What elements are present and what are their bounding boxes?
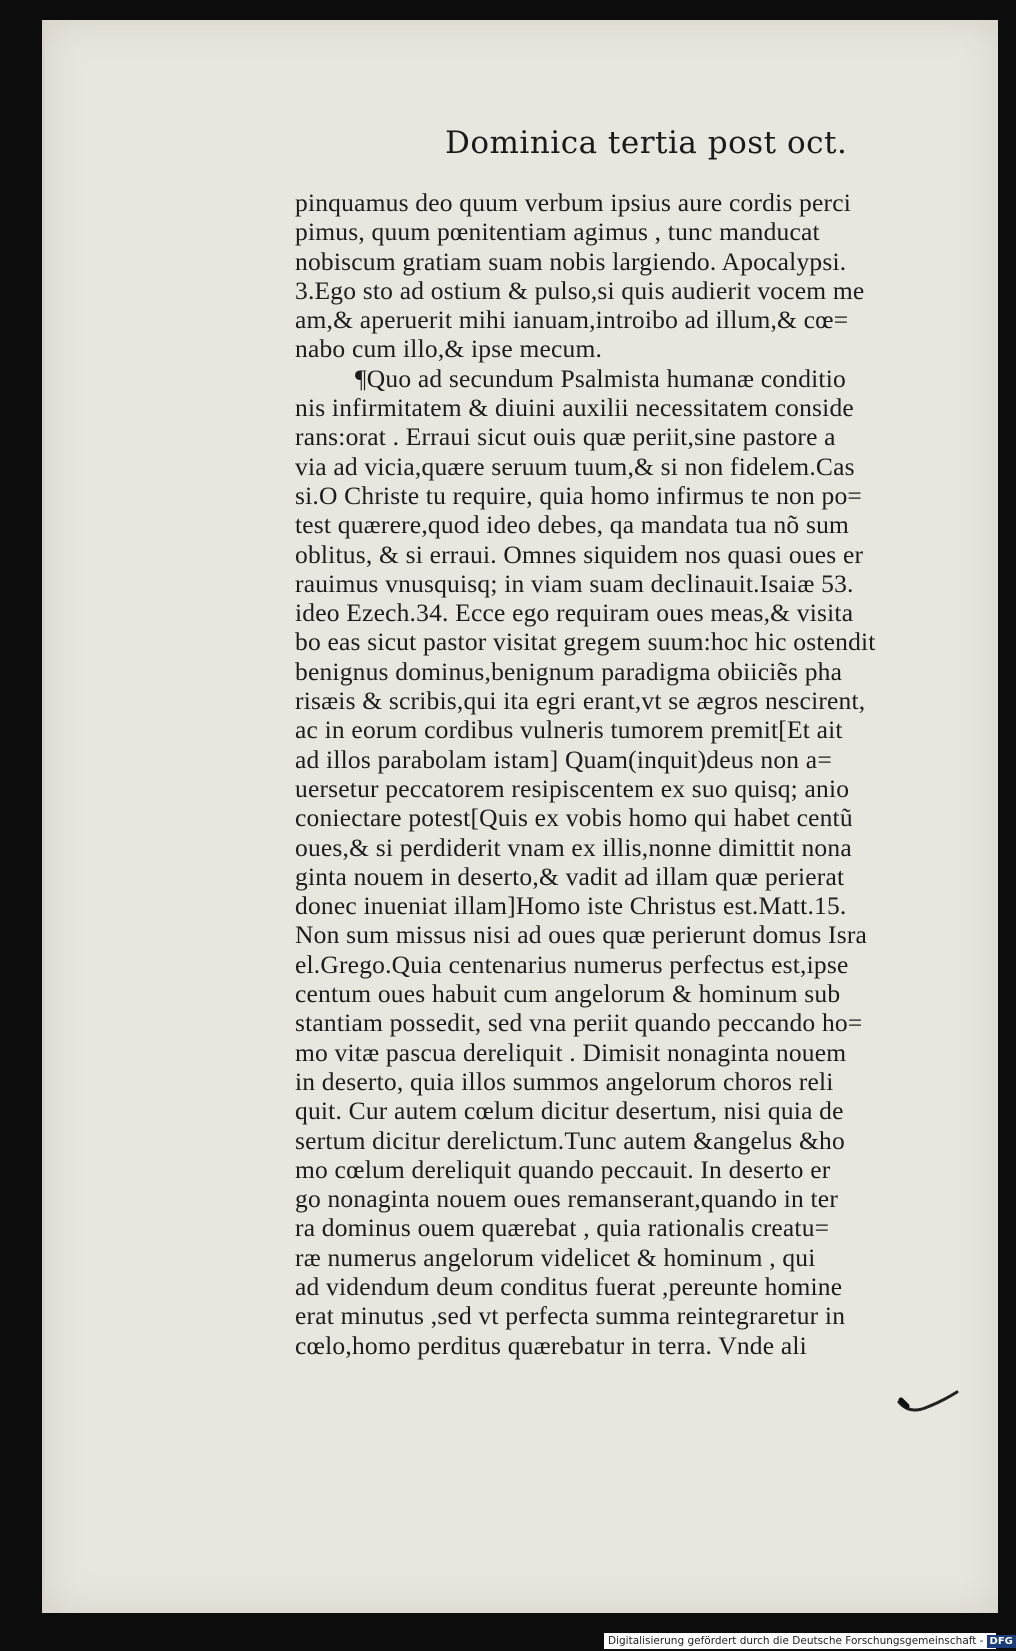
text-line: erat minutus ,sed vt perfecta summa reintegraretur in	[295, 1301, 846, 1331]
text-line: nobiscum gratiam suam nobis largiendo. Apocalypsi.	[295, 246, 847, 276]
text-line: nabo cum illo,& ipse mecum.	[295, 334, 603, 364]
running-head: Dominica tertia post oct.	[445, 125, 848, 161]
text-line: 3.Ego sto ad ostium & pulso,si quis audierit vocem me	[295, 275, 865, 305]
text-line: quit. Cur autem cœlum dicitur desertum, nisi quia de	[295, 1096, 844, 1126]
text-line: rauimus vnusquisq; in viam suam declinauit.Isaiæ 53.	[295, 568, 854, 598]
text-line: risæis & scribis,qui ita egri erant,vt se ægros nescirent,	[295, 686, 866, 716]
text-line: donec inueniat illam]Homo iste Christus est.Matt.15.	[295, 891, 847, 921]
text-line: pinquamus deo quum verbum ipsius aure cordis perci	[295, 188, 852, 217]
text-line: ac in eorum cordibus vulneris tumorem premit[Et ait	[295, 715, 843, 745]
text-line: ræ numerus angelorum videlicet & hominum , qui	[295, 1242, 816, 1272]
text-line: coniectare potest[Quis ex vobis homo qui habet centũ	[295, 803, 853, 833]
text-line: rans:orat . Erraui sicut ouis quæ periit,sine pastore a	[295, 422, 836, 452]
digitization-credit	[604, 1633, 1013, 1649]
text-line: benignus dominus,benignum paradigma obiiciẽs pha	[295, 656, 843, 686]
text-line: ad illos parabolam istam] Quam(inquit)deus non a=	[295, 744, 832, 774]
text-line: ideo Ezech.34. Ecce ego requiram oues meas,& visita	[295, 598, 854, 628]
text-line: cœlo,homo perditus quærebatur in terra. Vnde ali	[295, 1330, 807, 1360]
text-line: Non sum missus nisi ad oues quæ perierunt domus Isra	[295, 920, 868, 950]
book-page	[42, 20, 998, 1613]
text-line: test quærere,quod ideo debes, qa mandata tua nõ sum	[295, 510, 850, 540]
dfg-logo: DFG	[987, 1635, 1016, 1648]
text-line: ¶Quo ad secundum Psalmista humanæ conditio	[355, 363, 846, 393]
text-line: mo cœlum dereliquit quando peccauit. In deserto er	[295, 1154, 831, 1184]
text-line: mo vitæ pascua dereliquit . Dimisit nonaginta nouem	[295, 1037, 847, 1067]
text-line: via ad vicia,quære seruum tuum,& si non fidelem.Cas	[295, 451, 855, 481]
text-line: nis infirmitatem & diuini auxilii necessitatem conside	[295, 393, 854, 423]
text-line: pimus, quum pœnitentiam agimus , tunc manducat	[295, 217, 820, 247]
text-line: el.Grego.Quia centenarius numerus perfectus est,ipse	[295, 949, 849, 979]
text-line: uersetur peccatorem resipiscentem ex suo quisq; anio	[295, 773, 850, 803]
ink-stroke-mark	[895, 1388, 965, 1418]
text-line: bo eas sicut pastor visitat gregem suum:hoc hic ostendit	[295, 627, 876, 657]
text-line: ginta nouem in deserto,& vadit ad illam quæ perierat	[295, 861, 845, 891]
text-line: stantiam possedit, sed vna periit quando peccando ho=	[295, 1008, 863, 1038]
text-line: centum oues habuit cum angelorum & hominum sub	[295, 979, 841, 1009]
text-line: in deserto, quia illos summos angelorum choros reli	[295, 1066, 834, 1096]
text-line: oues,& si perdiderit vnam ex illis,nonne dimittit nona	[295, 832, 852, 862]
body-text	[295, 188, 985, 1360]
text-line: sertum dicitur derelictum.Tunc autem &angelus &ho	[295, 1125, 845, 1155]
text-line: go nonaginta nouem oues remanserant,quando in ter	[295, 1184, 839, 1214]
credit-text: Digitalisierung gefördert durch die Deutsche Forschungsgemeinschaft -	[608, 1635, 984, 1647]
text-line: ra dominus ouem quærebat , quia rationalis creatu=	[295, 1213, 830, 1243]
text-line: ad videndum deum conditus fuerat ,pereunte homine	[295, 1271, 843, 1301]
text-line: oblitus, & si erraui. Omnes siquidem nos quasi oues er	[295, 539, 864, 569]
text-line: si.O Christe tu require, quia homo infirmus te non po=	[295, 480, 862, 510]
text-line: am,& aperuerit mihi ianuam,introibo ad illum,& cœ=	[295, 305, 849, 335]
